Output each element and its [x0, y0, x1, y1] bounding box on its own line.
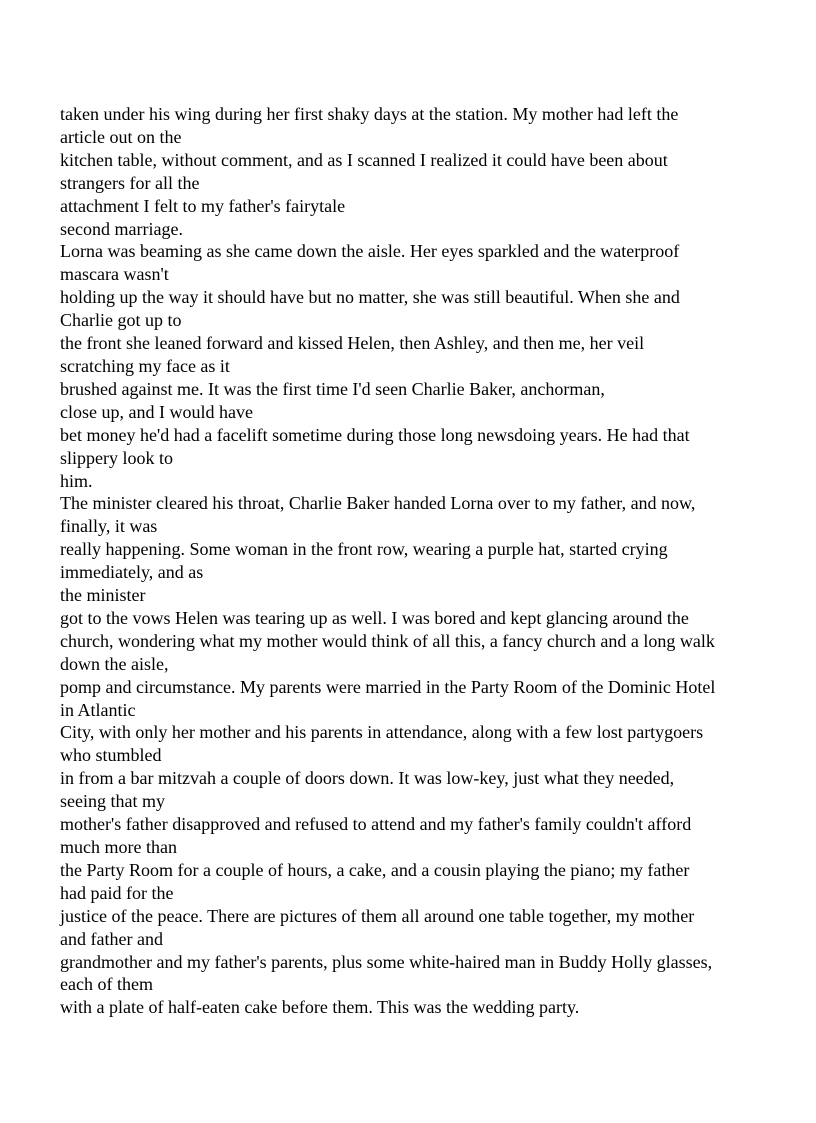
text-line: immediately, and as: [60, 562, 204, 583]
text-line: taken under his wing during her first shaky days at the station. My mother had left the: [60, 104, 679, 124]
text-line: Lorna was beaming as she came down the aisle. Her eyes sparkled and the waterproof: [60, 241, 680, 262]
text-line: pomp and circumstance. My parents were married in the Party Room of the Dominic Hotel: [60, 676, 716, 697]
text-line: got to the vows Helen was tearing up as well. I was bored and kept glancing around the: [60, 607, 689, 628]
text-line: the minister: [60, 585, 146, 606]
text-line: much more than: [60, 837, 177, 857]
text-line: The minister cleared his throat, Charlie Baker handed Lorna over to my father, and now,: [60, 493, 696, 514]
text-line: mother's father disapproved and refused to attend and my father's family couldn't afford: [60, 814, 692, 835]
text-line: church, wondering what my mother would think of all this, a fancy church and a long walk: [60, 630, 715, 651]
text-line: justice of the peace. There are pictures of them all around one table together, my mother: [60, 905, 695, 926]
document-page: [60, 103, 760, 1019]
text-line: finally, it was: [60, 516, 158, 537]
text-line: bet money he'd had a facelift sometime during those long newsdoing years. He had that: [60, 424, 690, 445]
text-line: mascara wasn't: [60, 264, 169, 285]
text-line: City, with only her mother and his parents in attendance, along with a few lost partygoers: [60, 722, 704, 743]
text-line: had paid for the: [60, 882, 174, 903]
text-line: seeing that my: [60, 791, 165, 812]
text-line: and father and: [60, 928, 163, 949]
text-line: attachment I felt to my father's fairytale: [60, 195, 346, 216]
text-line: scratching my face as it: [60, 355, 230, 376]
text-line: holding up the way it should have but no matter, she was still beautiful. When she and: [60, 287, 680, 308]
text-line: in from a bar mitzvah a couple of doors down. It was low-key, just what they needed,: [60, 768, 675, 789]
text-line: kitchen table, without comment, and as I scanned I realized it could have been about: [60, 149, 668, 170]
text-line: him.: [60, 470, 93, 491]
text-line: slippery look to: [60, 447, 173, 468]
text-line: the front she leaned forward and kissed Helen, then Ashley, and then me, her veil: [60, 333, 645, 354]
text-line: brushed against me. It was the first time I'd seen Charlie Baker, anchorman,: [60, 378, 605, 399]
text-line: close up, and I would have: [60, 401, 253, 422]
text-line: who stumbled: [60, 745, 162, 766]
text-line: with a plate of half-eaten cake before them. This was the wedding party.: [60, 997, 580, 1018]
text-line: Charlie got up to: [60, 310, 182, 331]
text-line: the Party Room for a couple of hours, a cake, and a cousin playing the piano; my father: [60, 859, 690, 880]
text-line: second marriage.: [60, 218, 183, 239]
text-line: really happening. Some woman in the front row, wearing a purple hat, started crying: [60, 539, 668, 560]
text-line: in Atlantic: [60, 699, 136, 720]
text-line: down the aisle,: [60, 653, 169, 674]
text-line: article out on the: [60, 126, 182, 147]
text-line: strangers for all the: [60, 172, 200, 193]
text-line: each of them: [60, 974, 153, 995]
text-line: grandmother and my father's parents, plus some white-haired man in Buddy Holly glasses,: [60, 951, 713, 972]
